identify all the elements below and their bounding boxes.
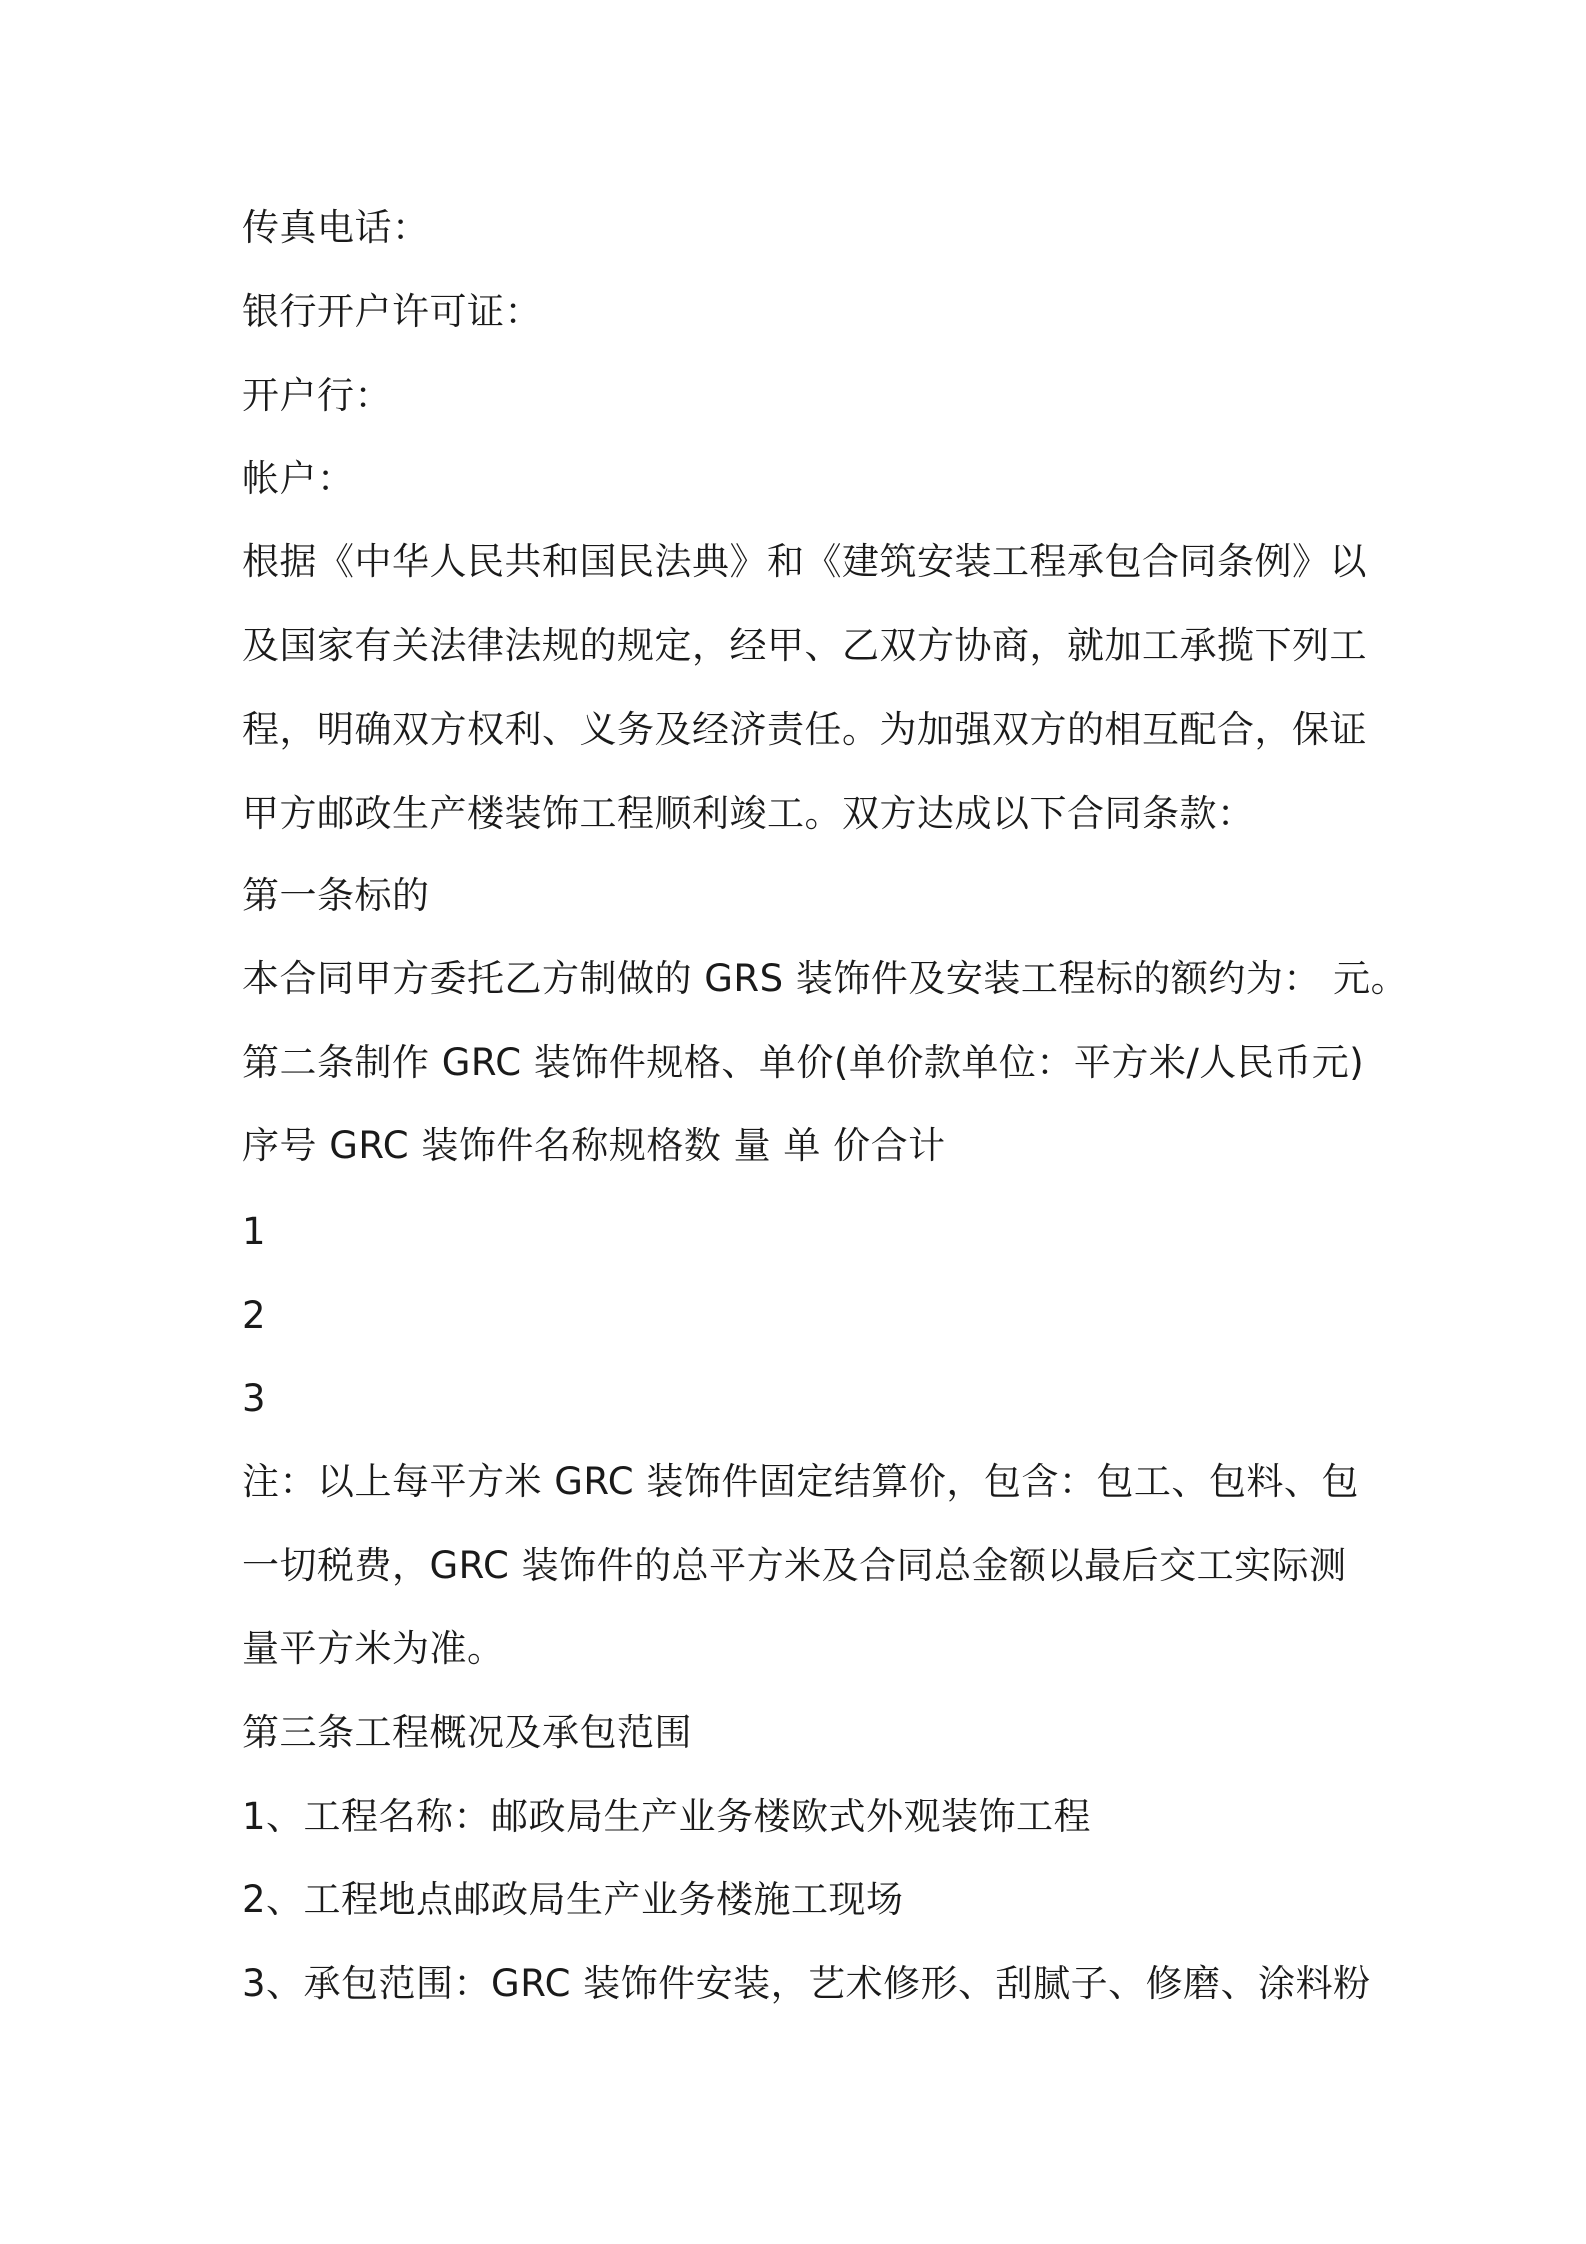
article-3-heading: 第三条工程概况及承包范围: [242, 1711, 692, 1754]
table-header-line: 序号 GRC 装饰件名称规格数 量 单 价合计: [242, 1124, 946, 1167]
paragraph-line: 根据《中华人民共和国民法典》和《建筑安装工程承包合同条例》以: [242, 540, 1367, 583]
table-row-number: 1: [242, 1210, 267, 1253]
fax-number-label: 传真电话：: [242, 206, 430, 249]
bank-license-label: 银行开户许可证：: [242, 290, 542, 333]
list-item: 1、工程名称：邮政局生产业务楼欧式外观装饰工程: [242, 1795, 1092, 1838]
paragraph-line: 程，明确双方权利、义务及经济责任。为加强双方的相互配合，保证: [242, 708, 1367, 751]
note-line: 一切税费，GRC 装饰件的总平方米及合同总金额以最后交工实际测: [242, 1544, 1347, 1587]
opening-bank-label: 开户行：: [242, 374, 392, 417]
list-item: 3、承包范围：GRC 装饰件安装，艺术修形、刮腻子、修磨、涂料粉: [242, 1962, 1371, 2005]
account-label: 帐户：: [242, 457, 355, 500]
paragraph-line: 及国家有关法律法规的规定，经甲、乙双方协商，就加工承揽下列工: [242, 624, 1367, 667]
note-line: 注：以上每平方米 GRC 装饰件固定结算价，包含：包工、包料、包: [242, 1460, 1359, 1503]
table-row-number: 3: [242, 1377, 267, 1420]
paragraph-line: 甲方邮政生产楼装饰工程顺利竣工。双方达成以下合同条款：: [242, 792, 1255, 835]
paragraph-line: 本合同甲方委托乙方制做的 GRS 装饰件及安装工程标的额约为： 元。: [242, 957, 1409, 1000]
note-line: 量平方米为准。: [242, 1627, 505, 1670]
article-1-heading: 第一条标的: [242, 874, 430, 917]
article-2-heading: 第二条制作 GRC 装饰件规格、单价(单价款单位：平方米/人民币元): [242, 1041, 1365, 1084]
table-row-number: 2: [242, 1294, 267, 1337]
list-item: 2、工程地点邮政局生产业务楼施工现场: [242, 1878, 904, 1921]
